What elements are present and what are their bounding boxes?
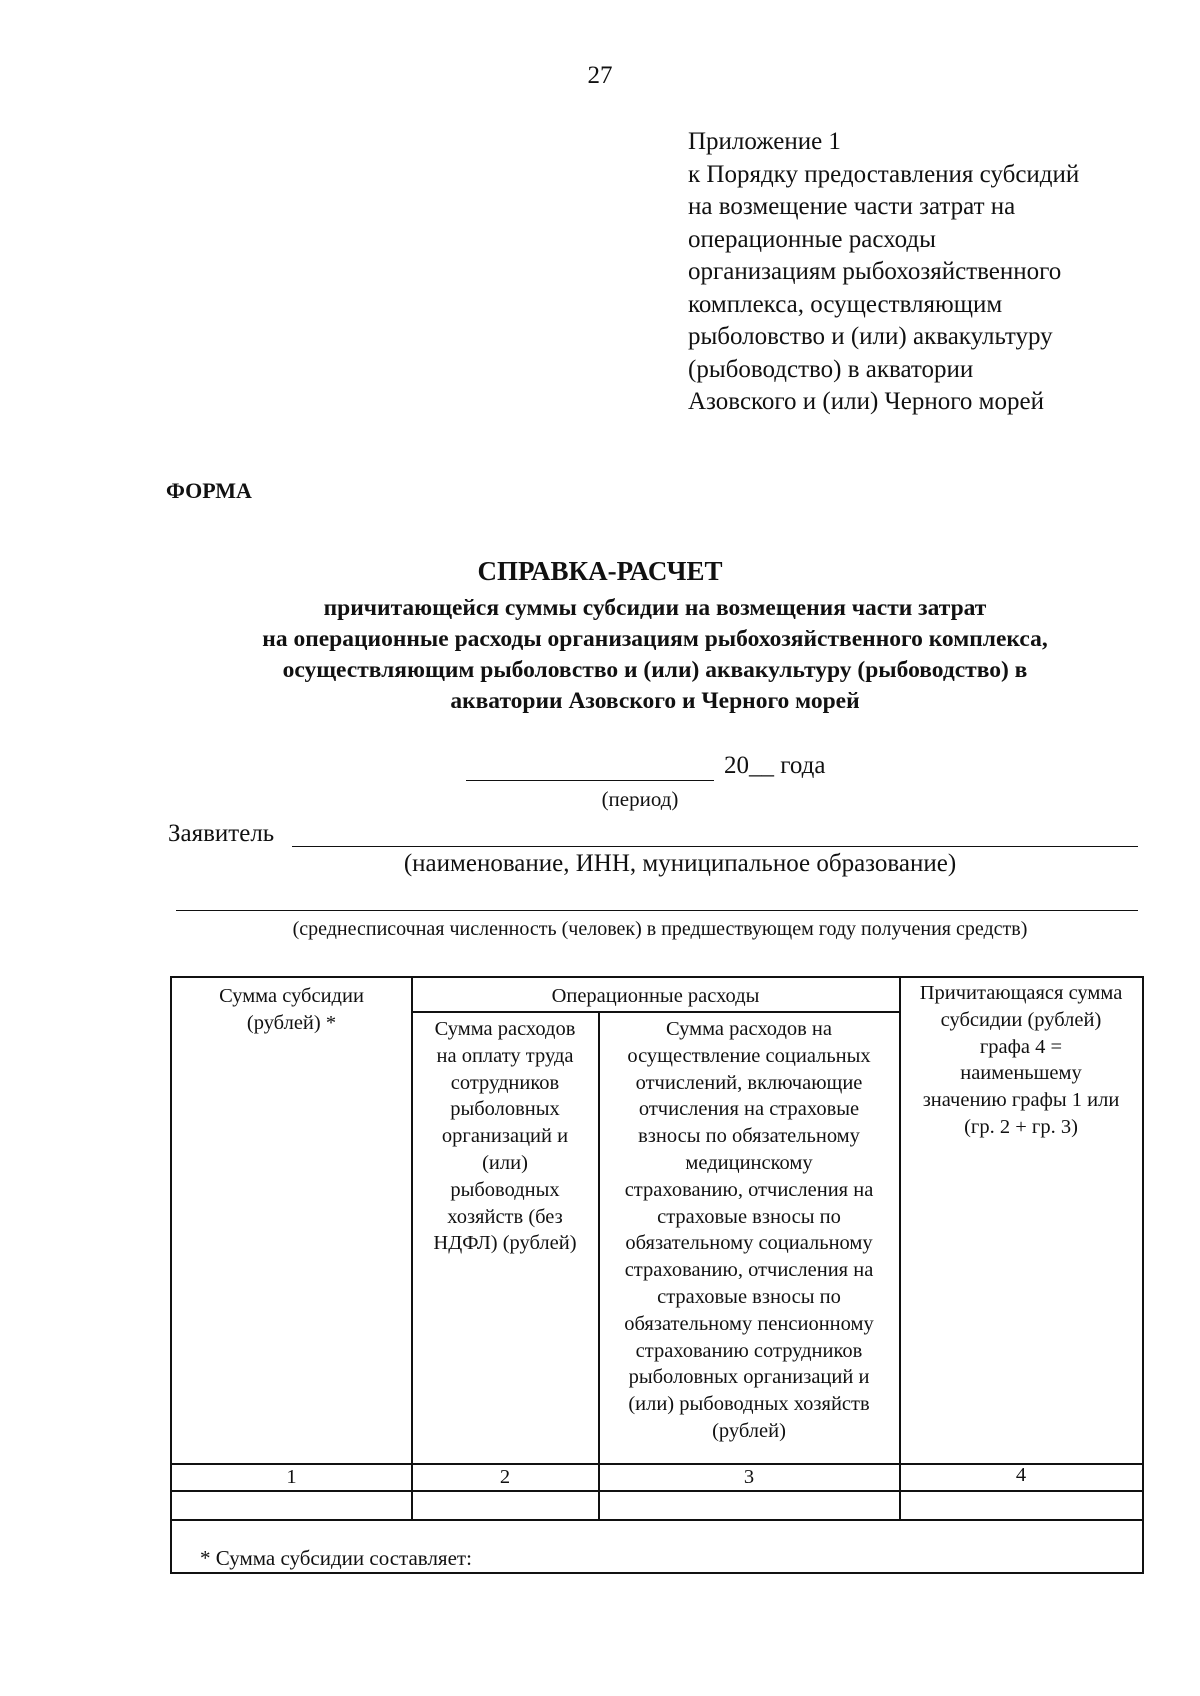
header-subsidy-amount: Сумма субсидии (рублей) *	[219, 985, 364, 1034]
document-title: СПРАВКА-РАСЧЕТ	[477, 556, 723, 586]
appendix-line: рыболовство и (или) аквакультуру	[688, 323, 1053, 350]
header-social-contributions: Сумма расходов на осуществление социальных отчислений, включающие отчисления на страховые взносы по обязательному медицинскому страхованию, отчисления на страховые взносы по обязательному социальному страхованию, отчисления на страховые взносы по обязательному пенсионному страхованию сотрудников рыболовных организаций и (или) рыбоводных хозяйств (рублей)	[624, 1018, 874, 1442]
period-caption: (период)	[601, 787, 679, 811]
table-border-bottom	[170, 1572, 1144, 1574]
appendix-line: организациям рыбохозяйственного	[688, 258, 1062, 285]
table-border-top	[170, 976, 1144, 978]
subtitle-line: на операционные расходы организациям рыбохозяйственного комплекса,	[262, 626, 1048, 652]
appendix-line: Приложение 1	[688, 128, 841, 155]
document-subtitle	[120, 593, 1190, 717]
appendix-line: на возмещение части затрат на	[688, 193, 1016, 220]
staff-count-caption: (среднесписочная численность (человек) в предшествующем году получения средств)	[292, 918, 1028, 940]
applicant-caption: (наименование, ИНН, муниципальное образование)	[403, 850, 957, 877]
period-input-line[interactable]	[466, 780, 714, 781]
column-number-1: 1	[286, 1466, 297, 1488]
staff-count-input-line[interactable]	[176, 910, 1138, 911]
period-year: 20__ года	[724, 752, 826, 779]
column-number-2: 2	[499, 1466, 511, 1488]
header-operational-expenses: Операционные расходы	[551, 985, 760, 1007]
data-cell-due-subsidy[interactable]	[901, 1492, 1142, 1519]
appendix-line: комплекса, осуществляющим	[688, 290, 1003, 318]
column-number-4: 4	[1015, 1464, 1027, 1486]
table-divider-group	[411, 1011, 900, 1013]
applicant-input-line[interactable]	[292, 846, 1138, 847]
header-due-subsidy: Причитающаяся сумма субсидии (рублей) графа 4 = наименьшему значению графы 1 или (гр. 2 + гр. 3)	[919, 982, 1123, 1138]
subtitle-line: акватории Азовского и Черного морей	[450, 688, 860, 714]
form-label: ФОРМА	[166, 478, 252, 503]
appendix-line: к Порядку предоставления субсидий	[688, 160, 1080, 188]
table-border-right	[1142, 976, 1144, 1574]
subtitle-line: осуществляющим рыболовство и (или) аквакультуру (рыбоводство) в	[282, 657, 1028, 683]
table-footnote: * Сумма субсидии составляет:	[200, 1546, 472, 1570]
data-cell-labor-costs[interactable]	[413, 1492, 598, 1519]
page-number: 27	[587, 62, 613, 89]
appendix-line: (рыбоводство) в акватории	[688, 355, 974, 383]
appendix-line: Азовского и (или) Черного морей	[688, 388, 1044, 415]
appendix-line: операционные расходы	[688, 225, 936, 253]
header-labor-costs: Сумма расходов на оплату труда сотрудников рыболовных организаций и (или) рыбоводных хозяйств (без НДФЛ) (рублей)	[433, 1018, 577, 1255]
data-cell-subsidy-amount[interactable]	[172, 1492, 411, 1519]
column-number-3: 3	[743, 1466, 755, 1488]
applicant-label: Заявитель	[168, 820, 275, 847]
data-cell-social-contributions[interactable]	[600, 1492, 899, 1519]
appendix-block	[688, 126, 1178, 419]
table-divider-data	[170, 1519, 1144, 1521]
subtitle-line: причитающейся суммы субсидии на возмещения части затрат	[323, 595, 987, 621]
